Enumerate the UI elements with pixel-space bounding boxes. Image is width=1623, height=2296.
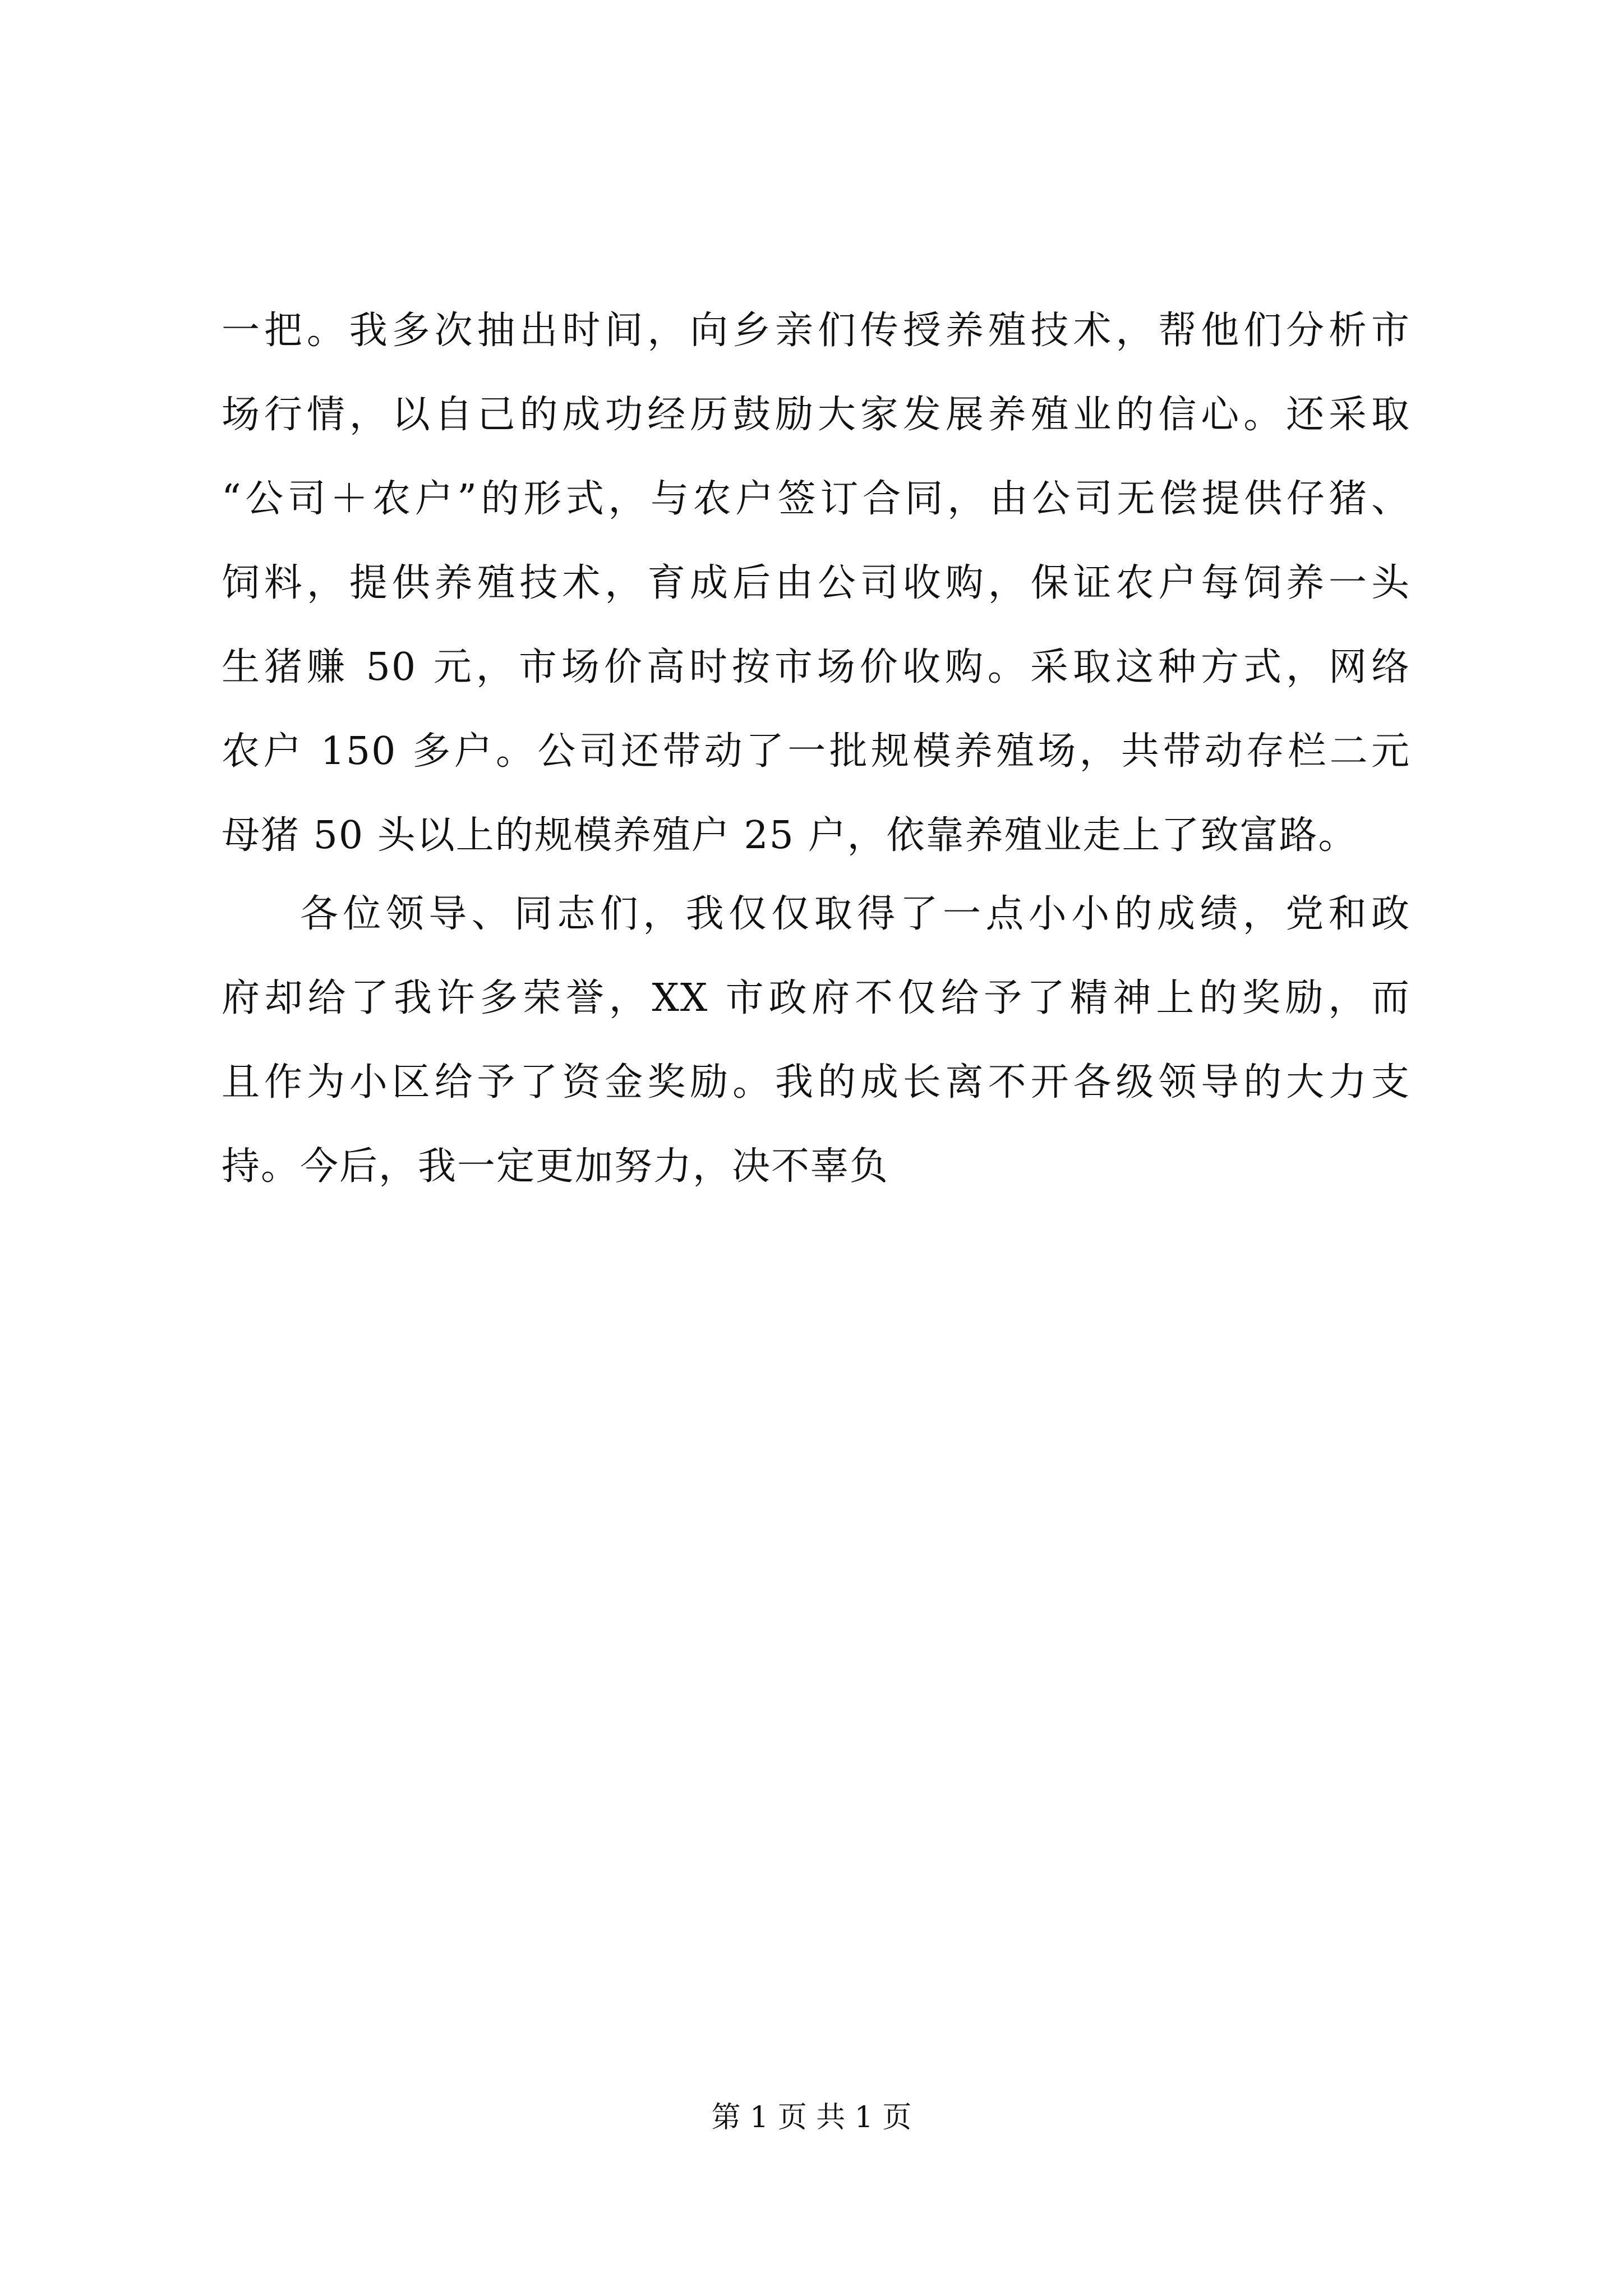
paragraph-line: 持。今后，我一定更加努力，决不辜负 [222, 1144, 889, 1189]
paragraph-line: “公司＋农户”的形式，与农户签订合同，由公司无偿提供仔猪、 [222, 477, 1410, 521]
paragraph-line: 农户 150 多户。公司还带动了一批规模养殖场，共带动存栏二元 [222, 729, 1410, 774]
paragraph-line: 饲料，提供养殖技术，育成后由公司收购，保证农户每饲养一头 [222, 561, 1410, 605]
paragraph-line: 生猪赚 50 元，市场价高时按市场价收购。采取这种方式，网络 [222, 645, 1410, 689]
page-footer: 第 1 页 共 1 页 [711, 2101, 912, 2134]
paragraph-line: 府却给了我许多荣誉，XX 市政府不仅给予了精神上的奖励，而 [222, 976, 1410, 1020]
paragraph-line: 一把。我多次抽出时间，向乡亲们传授养殖技术，帮他们分析市 [222, 309, 1410, 353]
paragraph-line: 场行情，以自己的成功经历鼓励大家发展养殖业的信心。还采取 [222, 393, 1410, 437]
paragraph-line: 且作为小区给予了资金奖励。我的成长离不开各级领导的大力支 [222, 1060, 1410, 1105]
paragraph-line: 母猪 50 头以上的规模养殖户 25 户，依靠养殖业走上了致富路。 [222, 813, 1358, 858]
paragraph-line: 各位领导、同志们，我仅仅取得了一点小小的成绩，党和政 [300, 892, 1410, 936]
